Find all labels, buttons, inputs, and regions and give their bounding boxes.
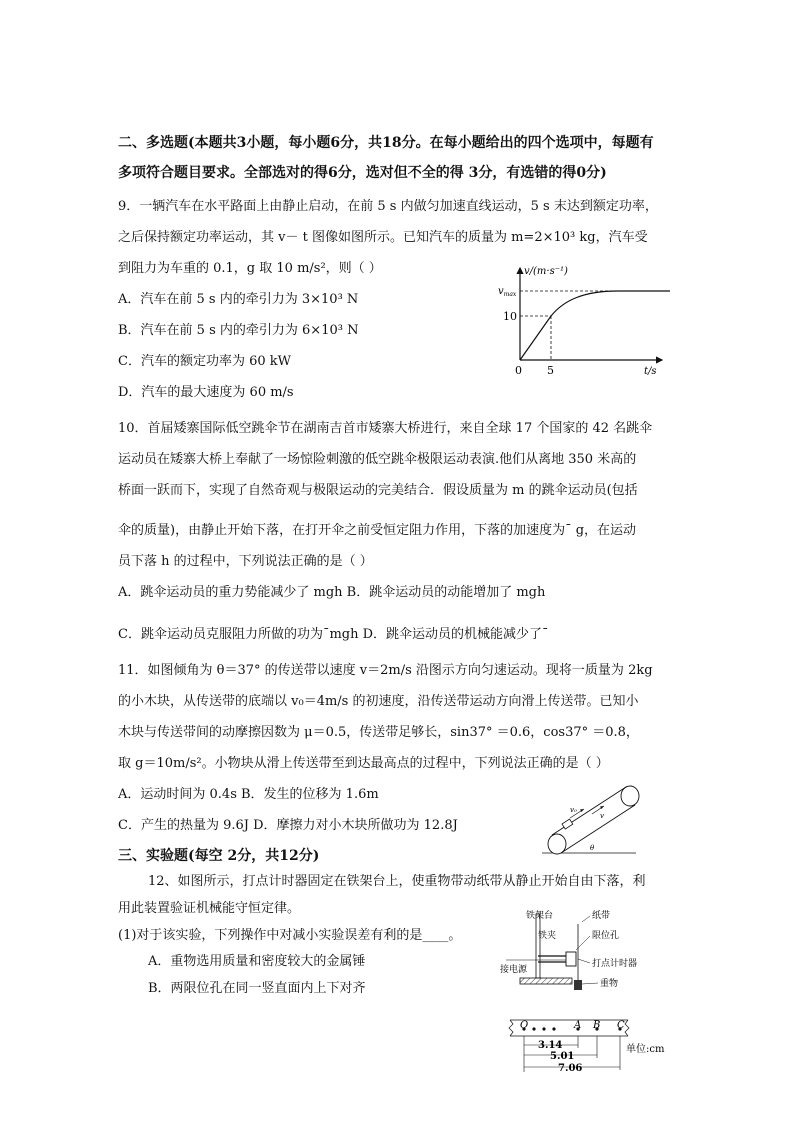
section2-header-line2: 多项符合题目要求。全部选对的得6分，选对但不全的得 3分，有选错的得0分) <box>118 165 607 181</box>
q9-stem-line1: 9．一辆汽车在水平路面上由静止启动，在前 5 s 内做匀加速直线运动，5 s 末达到额定功率， <box>118 199 658 214</box>
q10-stem-line1: 10．首届矮寨国际低空跳伞节在湖南吉首市矮寨大桥进行，来自全球 17 个国家的 42 名跳伞 <box>118 421 653 436</box>
graph-origin: 0 <box>515 364 522 377</box>
timer-body <box>566 952 576 966</box>
q11-stem-line2: 的小木块，从传送带的底端以 v₀＝4m/s 的初速度，沿传送带运动方向滑上传送带。已知小 <box>118 694 639 709</box>
q9-vt-graph <box>494 262 674 382</box>
theta-label: θ <box>590 844 595 852</box>
q12-subquestion-1: (1)对于该实验，下列操作中对减小实验误差有利的是____。 <box>118 928 462 943</box>
q9-option-b: B．汽车在前 5 s 内的牵引力为 6×10³ N <box>118 323 359 338</box>
q11-options-ab: A．运动时间为 0.4s B．发生的位移为 1.6m <box>118 787 379 802</box>
label-hole: 限位孔 <box>592 931 620 941</box>
q11-conveyor-figure <box>540 780 640 862</box>
label-timer: 打点计时器 <box>592 959 638 969</box>
tape-torn-left <box>509 1020 513 1036</box>
tape-label-a: A <box>574 1020 582 1031</box>
q9-stem-line3: 到阻力为车重的 0.1，g 取 10 m/s²，则（ ） <box>118 261 382 276</box>
v-label: v <box>600 812 604 820</box>
q11-options-cd: C．产生的热量为 9.6J D．摩擦力对小木块所做功为 12.8J <box>118 818 458 833</box>
tape-unit: 单位:cm <box>626 1044 665 1055</box>
q9-option-d: D．汽车的最大速度为 60 m/s <box>118 385 294 400</box>
tape-label-o: O <box>520 1020 529 1031</box>
q10-options-ab: A．跳伞运动员的重力势能减少了 mgh B．跳伞运动员的动能增加了 mgh <box>118 585 546 600</box>
tape-label-b: B <box>593 1020 601 1031</box>
q12-option-b: B．两限位孔在同一竖直面内上下对齐 <box>148 981 366 996</box>
tape-d1: 3.14 <box>538 1040 563 1051</box>
q12-stem-line1: 12、如图所示，打点计时器固定在铁架台上，使重物带动纸带从静止开始自由下落，利 <box>148 874 646 889</box>
graph-curve <box>520 291 670 360</box>
q9-option-c: C．汽车的额定功率为 60 kW <box>118 354 291 369</box>
label-weight: 重物 <box>600 979 619 989</box>
q11-stem-line1: 11．如图倾角为 θ＝37° 的传送带以速度 v＝2m/s 沿图示方向匀速运动。现将一质量为 2kg <box>118 663 653 678</box>
q9-stem-line2: 之后保持额定功率运动，其 v－ t 图像如图所示。已知汽车的质量为 m=2×10³ kg，汽车受 <box>118 230 648 245</box>
tape-torn-right <box>625 1020 629 1036</box>
section2-header-line1: 二、多选题(本题共3小题，每小题6分，共18分。在每小题给出的四个选项中，每题有 <box>118 135 654 151</box>
graph-vmax-label: $v_{max}$ <box>498 286 517 298</box>
label-stand: 铁架台 <box>526 911 554 921</box>
conveyor-belt-top <box>552 787 626 835</box>
q11-stem-line4: 取 g＝10m/s²。小物块从滑上传送带至到达最高点的过程中，下列说法正确的是（ ） <box>118 756 609 771</box>
q12-stem-line2: 用此装置验证机械能守恒定律。 <box>118 901 301 916</box>
stand-base <box>520 978 572 984</box>
q11-stem-line3: 木块与传送带间的动摩擦因数为 μ＝0.5，传送带足够长，sin37° ＝0.6，cos37° ＝0.8， <box>118 725 639 740</box>
tape-label-c: C <box>617 1020 625 1031</box>
graph-x-tick: 5 <box>547 364 554 377</box>
tape-d3: 7.06 <box>558 1063 583 1074</box>
label-tape: 纸带 <box>592 911 611 921</box>
stand-pole <box>536 914 540 978</box>
label-clamp: 铁夹 <box>538 931 557 941</box>
q10-stem-line2: 运动员在矮寨大桥上奉献了一场惊险刺激的低空跳伞极限运动表演.他们从离地 350 米高的 <box>118 452 637 467</box>
q12-option-a: A．重物选用质量和密度较大的金属锤 <box>148 954 366 969</box>
graph-x-label: t/s <box>644 366 657 377</box>
weight-block <box>574 980 582 990</box>
q12-tape-figure <box>508 1014 678 1076</box>
q12-apparatus-figure <box>500 906 675 998</box>
q9-option-a: A．汽车在前 5 s 内的牵引力为 3×10³ N <box>118 292 359 307</box>
graph-y-label: v/(m·s⁻¹) <box>524 266 568 277</box>
q10-stem-line5: 员下落 h 的过程中，下列说法正确的是（ ） <box>118 554 373 569</box>
q10-options-cd: C．跳伞运动员克服阻力所做的功为¯mgh D．跳伞运动员的机械能减少了¯ <box>118 627 549 642</box>
v0-label: v₀ <box>570 806 577 814</box>
graph-y-tick: 10 <box>503 310 517 323</box>
tape-d2: 5.01 <box>550 1051 575 1062</box>
q10-stem-line4: 伞的质量)，由静止开始下落，在打开伞之前受恒定阻力作用，下落的加速度为¯ g，在运动 <box>118 523 637 538</box>
q10-stem-line3: 桥面一跃而下，实现了自然奇观与极限运动的完美结合．假设质量为 m 的跳伞运动员(包括 <box>118 483 638 498</box>
label-power: 接电源 <box>500 965 528 975</box>
section3-header: 三、实验题(每空 2分，共12分) <box>118 848 320 864</box>
